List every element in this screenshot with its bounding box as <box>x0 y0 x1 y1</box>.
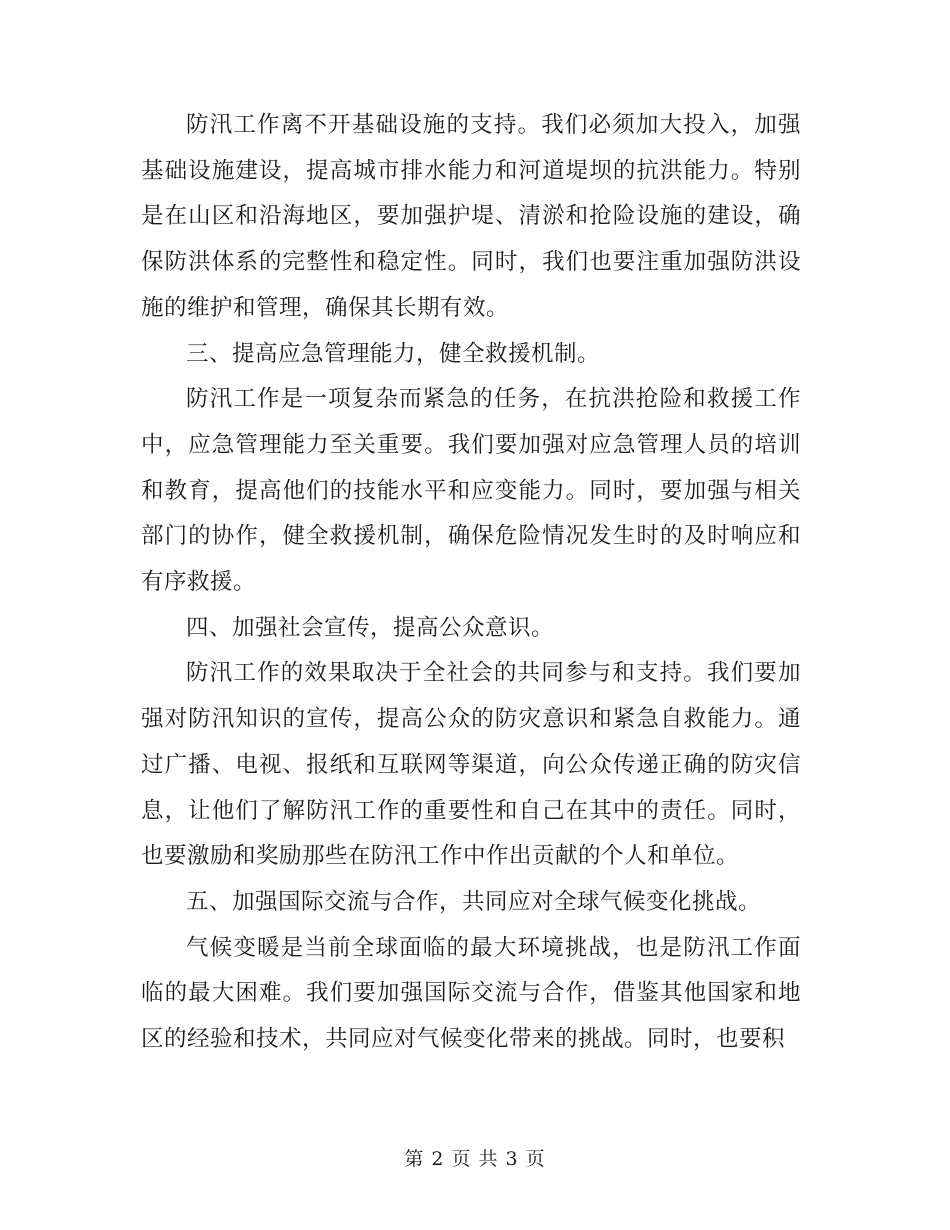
document-body <box>141 103 801 1063</box>
paragraph-climate-change: 气候变暖是当前全球面临的最大环境挑战，也是防汛工作面临的最大困难。我们要加强国际交流与合作，借鉴其他国家和地区的经验和技术，共同应对气候变化带来的挑战。同时，也要积 <box>141 934 801 1053</box>
heading-section-5: 五、加强国际交流与合作，共同应对全球气候变化挑战。 <box>186 888 762 915</box>
heading-section-3: 三、提高应急管理能力，健全救援机制。 <box>186 340 601 367</box>
heading-section-4: 四、加强社会宣传，提高公众意识。 <box>186 614 555 641</box>
paragraph-infrastructure: 防汛工作离不开基础设施的支持。我们必须加大投入，加强基础设施建设，提高城市排水能力和河道堤坝的抗洪能力。特别是在山区和沿海地区，要加强护堤、清淤和抢险设施的建设，确保防洪体系的完整性和稳定性。同时，我们也要注重加强防洪设施的维护和管理，确保其长期有效。 <box>141 112 801 321</box>
paragraph-emergency-management: 防汛工作是一项复杂而紧急的任务，在抗洪抢险和救援工作中，应急管理能力至关重要。我们要加强对应急管理人员的培训和教育，提高他们的技能水平和应变能力。同时，要加强与相关部门的协作，健全救援机制，确保危险情况发生时的及时响应和有序救援。 <box>141 386 801 596</box>
page-number-footer: 第 2 页 共 3 页 <box>404 1148 546 1170</box>
paragraph-public-awareness: 防汛工作的效果取决于全社会的共同参与和支持。我们要加强对防汛知识的宣传，提高公众的防灾意识和紧急自救能力。通过广播、电视、报纸和互联网等渠道，向公众传递正确的防灾信息，让他们了解防汛工作的重要性和自己在其中的责任。同时，也要激励和奖励那些在防汛工作中作出贡献的个人和单位。 <box>141 660 801 870</box>
